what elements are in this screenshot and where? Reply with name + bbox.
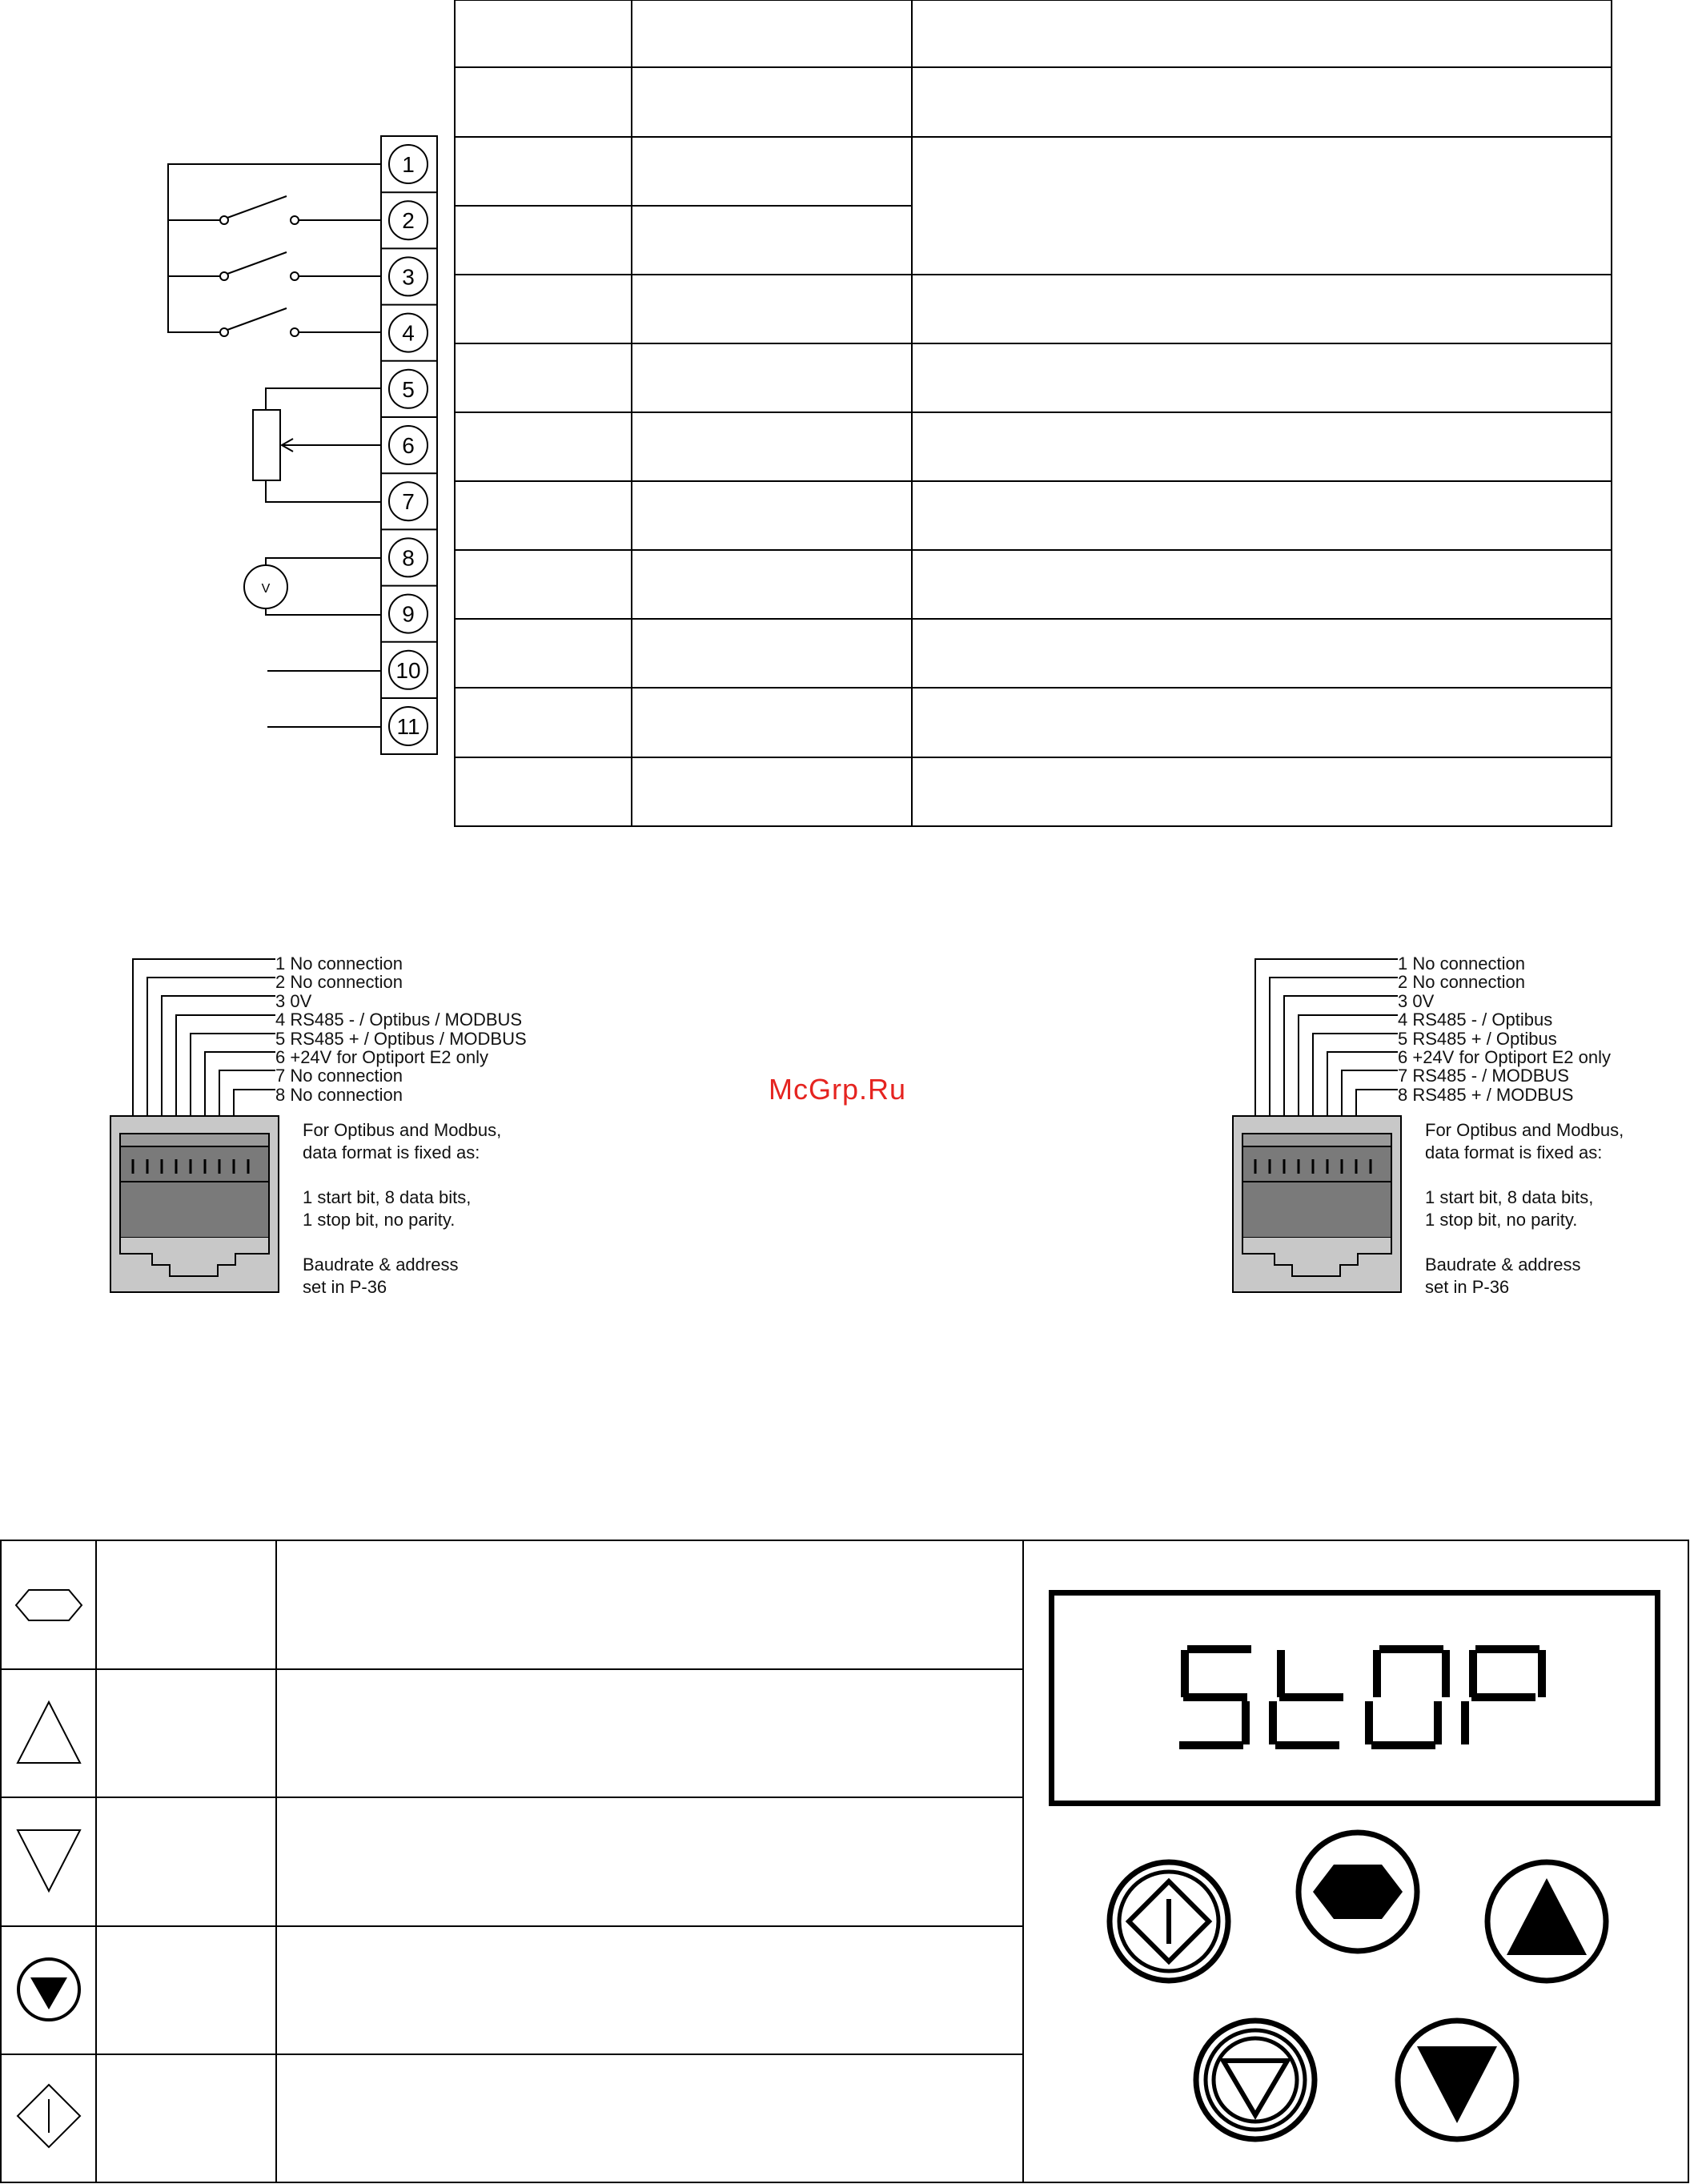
rj45-left-notes — [303, 1119, 501, 1299]
rj45-pin-label-line: 3 0V — [1398, 990, 1435, 1011]
segment-e — [1365, 1701, 1373, 1744]
segment-d — [1179, 1741, 1243, 1749]
rj45-pin-label-line: 2 No connection — [1398, 972, 1525, 993]
rj45-note-line: Baudrate & address — [303, 1255, 459, 1275]
rj45-pin-label-line: 6 +24V for Optiport E2 only — [1398, 1046, 1611, 1067]
rj45-pin-label-line: 1 No connection — [275, 953, 403, 974]
rj45-note-line: set in P-36 — [1425, 1277, 1510, 1297]
rj45-note-line: 1 stop bit, no parity. — [303, 1210, 456, 1230]
rj45-right-pin-labels — [1398, 954, 1611, 1104]
rj45-pin-label-line: 4 RS485 - / Optibus — [1398, 1010, 1553, 1030]
segment-d — [1275, 1741, 1339, 1749]
segment-g — [1183, 1693, 1247, 1701]
rj45-note-line: data format is fixed as: — [303, 1142, 480, 1162]
segment-c — [1434, 1701, 1442, 1744]
down-triangle-icon — [14, 1827, 83, 1896]
keypad-navigate-button[interactable] — [1294, 1828, 1422, 1956]
rj45-note-line: 1 start bit, 8 data bits, — [1425, 1187, 1594, 1207]
keypad-stop-button[interactable] — [1191, 2016, 1319, 2144]
voltmeter-label: V — [261, 582, 271, 596]
rj45-right-notes — [1425, 1119, 1624, 1299]
segment-d — [1371, 1741, 1435, 1749]
terminal-5-label: 5 — [402, 376, 415, 402]
rj45-note-line: For Optibus and Modbus, — [303, 1120, 502, 1140]
terminal-7-label: 7 — [402, 489, 415, 515]
rj45-note-line — [1425, 1231, 1624, 1254]
segment-b — [1442, 1650, 1450, 1697]
rj45-note-line: Baudrate & address — [1425, 1255, 1581, 1275]
segment-g — [1471, 1693, 1535, 1701]
terminal-wiring-diagram — [0, 0, 1690, 841]
rj45-pin-label-line: 5 RS485 + / Optibus / MODBUS — [275, 1028, 527, 1049]
segment-a — [1379, 1645, 1443, 1653]
terminal-8-label: 8 — [402, 545, 415, 571]
keypad-start-button[interactable] — [1105, 1857, 1233, 1985]
navigate-hexagon-icon — [13, 1585, 85, 1625]
rj45-pin-label-line: 8 RS485 + / MODBUS — [1398, 1084, 1574, 1105]
rj45-left-pin-labels — [275, 954, 527, 1104]
rj45-pin-label-line: 5 RS485 + / Optibus — [1398, 1028, 1557, 1049]
watermark: McGrp.Ru — [769, 1073, 907, 1106]
segment-c — [1242, 1701, 1250, 1744]
rj45-pin-label-line: 2 No connection — [275, 972, 403, 993]
terminal-description-table — [455, 0, 1612, 826]
terminal-4-label: 4 — [402, 320, 415, 346]
stop-button-icon — [14, 1955, 83, 2024]
rj45-pin-label-line: 6 +24V for Optiport E2 only — [275, 1046, 488, 1067]
terminal-1-label: 1 — [402, 152, 415, 177]
terminal-11-label: 11 — [396, 714, 420, 739]
rj45-pin-label-line: 1 No connection — [1398, 953, 1525, 974]
rj45-pin-label-line: 4 RS485 - / Optibus / MODBUS — [275, 1010, 523, 1030]
segment-b — [1538, 1650, 1546, 1697]
lcd-display — [1049, 1590, 1660, 1806]
potentiometer — [253, 388, 381, 502]
segment-f — [1277, 1650, 1285, 1697]
terminal-2-label: 2 — [402, 208, 415, 234]
rj45-note-line — [303, 1231, 501, 1254]
keypad-down-button[interactable] — [1393, 2016, 1521, 2144]
terminal-10-label: 10 — [395, 657, 421, 683]
rj45-note-line — [1425, 1164, 1624, 1186]
segment-a — [1187, 1645, 1251, 1653]
rj45-pin-label-line: 7 RS485 - / MODBUS — [1398, 1066, 1569, 1086]
rj45-note-line: For Optibus and Modbus, — [1425, 1120, 1624, 1140]
rj45-note-line: set in P-36 — [303, 1277, 387, 1297]
start-button-icon — [14, 2082, 83, 2150]
terminal-3-label: 3 — [402, 264, 415, 290]
segment-f — [1469, 1650, 1477, 1697]
rj45-pin-label-line: 8 No connection — [275, 1084, 403, 1105]
rj45-note-line — [303, 1164, 501, 1186]
rj45-pin-label-line: 3 0V — [275, 990, 312, 1011]
terminal-6-label: 6 — [402, 433, 415, 458]
rj45-note-line: data format is fixed as: — [1425, 1142, 1603, 1162]
rj45-note-line: 1 start bit, 8 data bits, — [303, 1187, 472, 1207]
rj45-pin-label-line: 7 No connection — [275, 1066, 403, 1086]
seven-segment-readout — [1054, 1596, 1655, 1801]
segment-f — [1181, 1650, 1189, 1697]
segment-f — [1373, 1650, 1381, 1697]
up-triangle-icon — [14, 1697, 83, 1766]
segment-e — [1269, 1701, 1277, 1744]
rj45-note-line: 1 stop bit, no parity. — [1425, 1210, 1578, 1230]
segment-e — [1461, 1701, 1469, 1744]
digital-input-switches — [168, 164, 381, 336]
segment-g — [1279, 1693, 1343, 1701]
keypad-up-button[interactable] — [1483, 1857, 1611, 1985]
terminal-9-label: 9 — [402, 601, 415, 627]
segment-a — [1475, 1645, 1539, 1653]
